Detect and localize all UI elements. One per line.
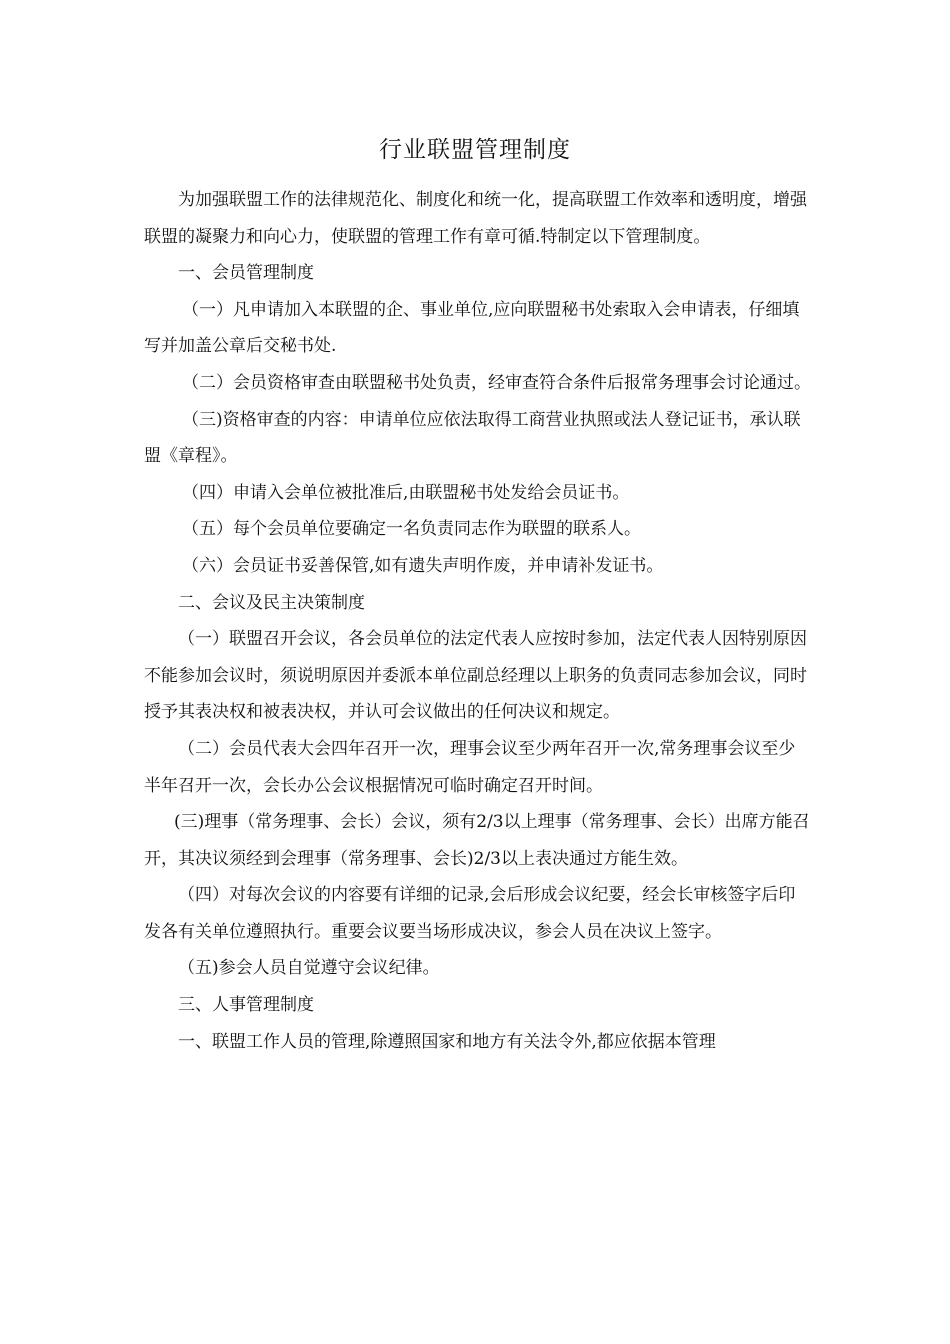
- document-body: [144, 182, 812, 1060]
- section-heading-meeting: 二、会议及民主决策制度: [178, 592, 365, 613]
- document-title: 行业联盟管理制度: [379, 137, 571, 163]
- section-heading-personnel: 三、人事管理制度: [178, 995, 314, 1016]
- section-heading-member: 一、会员管理制度: [178, 263, 314, 284]
- member-clause-3: （三)资格审查的内容：申请单位应依法取得工商营业执照或法人登记证书，承认联盟《章程》。: [144, 409, 801, 467]
- member-clause-4: （四）申请入会单位被批准后,由联盟秘书处发给会员证书。: [182, 482, 630, 503]
- member-clause-5: （五）每个会员单位要确定一名负责同志作为联盟的联系人。: [182, 519, 641, 540]
- member-clause-6: （六）会员证书妥善保管,如有遗失声明作废，并申请补发证书。: [182, 555, 664, 576]
- meeting-clause-2: （二）会员代表大会四年召开一次，理事会议至少两年召开一次,常务理事会议至少半年召开一次，会长办公会议根据情况可临时确定召开时间。: [144, 738, 796, 796]
- intro-paragraph: 为加强联盟工作的法律规范化、制度化和统一化，提高联盟工作效率和透明度，增强联盟的凝聚力和向心力，使联盟的管理工作有章可循.特制定以下管理制度。: [144, 190, 807, 247]
- meeting-clause-1: （一）联盟召开会议，各会员单位的法定代表人应按时参加，法定代表人因特别原因不能参加会议时，须说明原因并委派本单位副总经理以上职务的负责同志参加会议，同时授予其表决权和被表决权，并认可会议做出的任何决议和规定。: [144, 629, 807, 723]
- meeting-clause-3: (三)理事（常务理事、会长）会议，须有2/3以上理事（常务理事、会长）出席方能召开，其决议须经到会理事（常务理事、会长)2/3以上表决通过方能生效。: [144, 812, 810, 869]
- personnel-clause-1: 一、联盟工作人员的管理,除遵照国家和地方有关法令外,都应依据本管理: [178, 1031, 716, 1052]
- member-clause-2: （二）会员资格审查由联盟秘书处负责，经审查符合条件后报常务理事会讨论通过。: [182, 372, 811, 393]
- meeting-clause-5: （五)参会人员自觉遵守会议纪律。: [178, 958, 440, 979]
- meeting-clause-4: （四）对每次会议的内容要有详细的记录,会后形成会议纪要，经会长审核签字后印发各有关单位遵照执行。重要会议要当场形成决议，参会人员在决议上签字。: [144, 885, 796, 942]
- member-clause-1: （一）凡申请加入本联盟的企、事业单位,应向联盟秘书处索取入会申请表，仔细填写并加盖公章后交秘书处.: [144, 299, 800, 357]
